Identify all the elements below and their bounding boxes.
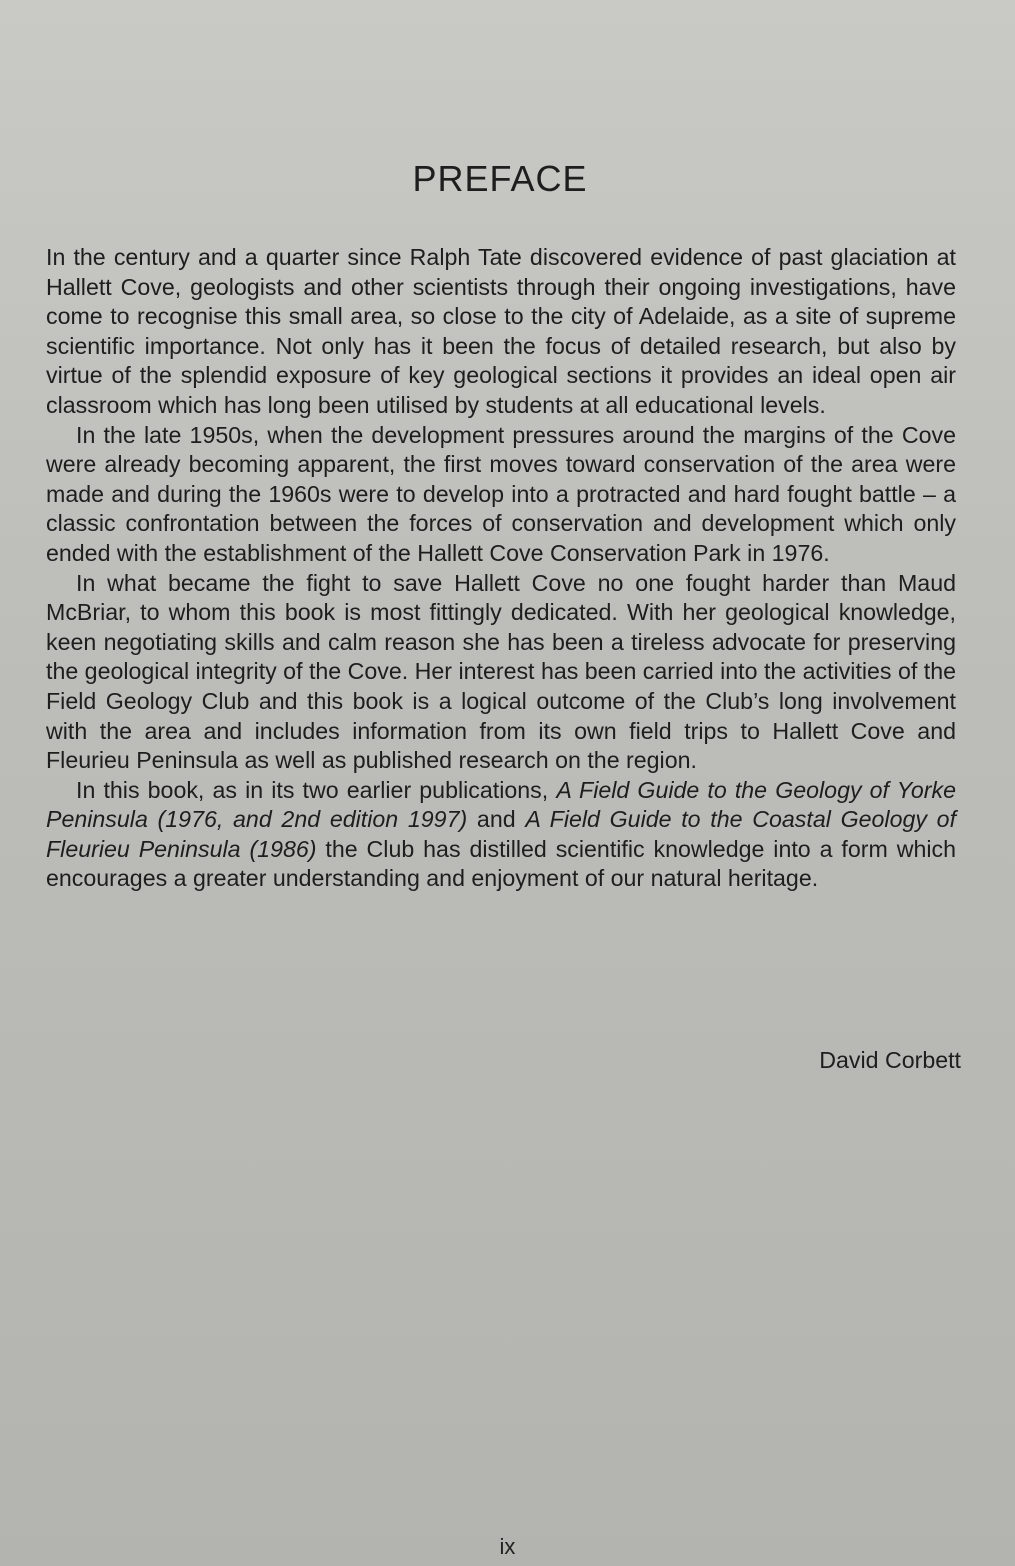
paragraph: [46, 243, 956, 421]
page-title: PREFACE: [412, 158, 588, 199]
paragraph-text: In the century and a quarter since Ralph Tate discovered evidence of past glaciation at Hallett Cove, geologists and other scientists through their ongoing investigations, have come to recognise this small area, so close to the city of Adelaide, as a site of supreme scientific importance. Not only has it been the focus of detailed research, but also by virtue of the splendid exposure of key geological sections it provides an ideal open air classroom which has long been utilised by students at all educational levels.: [46, 244, 956, 418]
paragraph-text: In what became the fight to save Hallett Cove no one fought harder than Maud McBriar, to whom this book is most fittingly dedicated. With her geological knowledge, keen negotiating skills and calm reason she has been a tireless advocate for preserving the geological integrity of the Cove. Her interest has been carried into the activities of the Field Geology Club and this book is a logical outcome of the Club’s long involvement with the area and includes information from its own field trips to Hallett Cove and Fleurieu Peninsula as well as published research on the region.: [46, 569, 956, 774]
paragraph: [46, 569, 956, 776]
book-title-yorke: A Field Guide to the Geology of Yorke Peninsula (1976, and 2nd edition 1997): [46, 776, 956, 833]
paragraph-text: In the late 1950s, when the development pressures around the margins of the Cove were already becoming apparent, the first moves toward conservation of the area were made and during the 1960s were to develop into a protracted and hard fought battle – a classic confrontation between the forces of conservation and development which only ended with the establishment of the Hallett Cove Conservation Park in 1976.: [46, 421, 956, 566]
paragraph-text: the Club has distilled scientific knowledge into a form which encourages a greater understanding and enjoyment of our natural heritage.: [46, 835, 956, 892]
paragraph: [46, 421, 956, 569]
preface-body: [46, 243, 956, 894]
book-title-fleurieu: A Field Guide to the Coastal Geology of Fleurieu Peninsula (1986): [46, 806, 957, 862]
author-signature: David Corbett: [819, 1047, 961, 1073]
paragraph-text: In this book, as in its two earlier publications,: [76, 776, 557, 803]
paragraph-text: and: [467, 806, 526, 833]
page-number: ix: [499, 1534, 516, 1559]
paragraph: [46, 776, 956, 894]
